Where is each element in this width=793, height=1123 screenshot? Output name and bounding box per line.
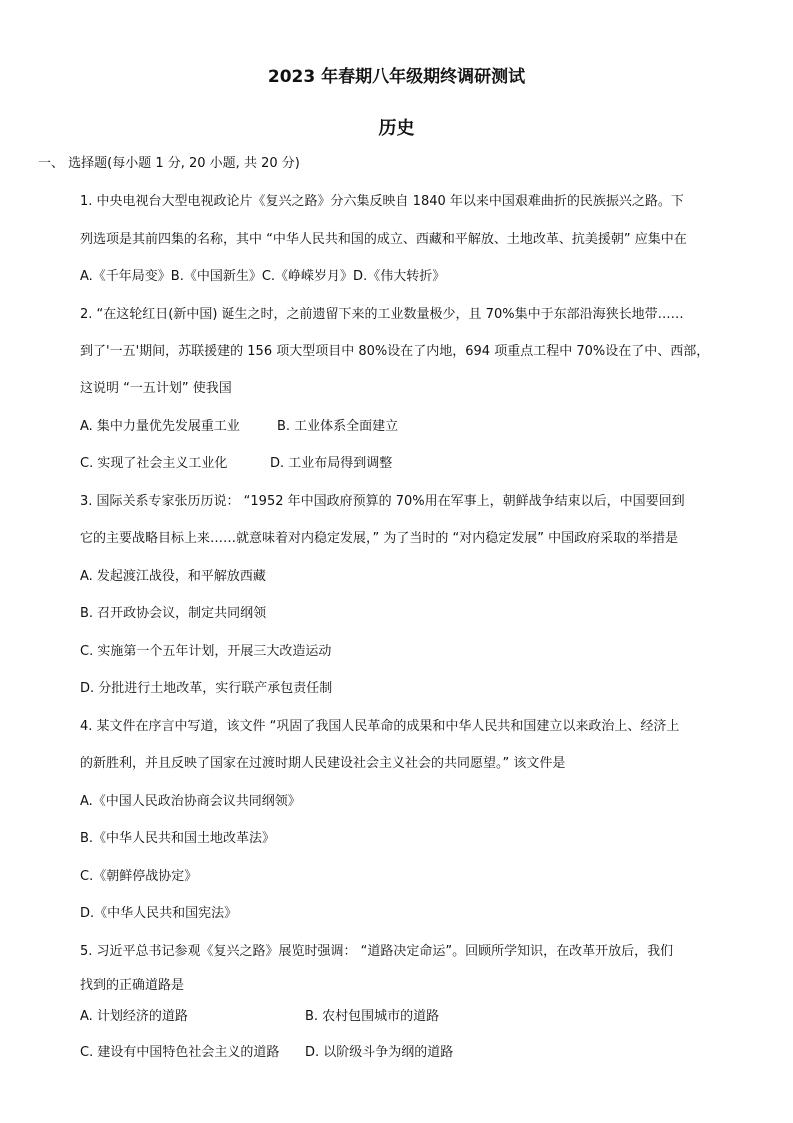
question-4-stem-line-2: 的新胜利，并且反映了国家在过渡时期人民建设社会主义社会的共同愿望。” 该文件是 — [80, 756, 566, 771]
question-2-option-d: D. 工业布局得到调整 — [270, 456, 393, 471]
question-4-option-d: D.《中华人民共和国宪法》 — [80, 906, 238, 921]
question-5-option-c: C. 建设有中国特色社会主义的道路 — [80, 1045, 280, 1060]
question-1-stem-line-1: 1. 中央电视台大型电视政论片《复兴之路》分六集反映自 1840 年以来中国艰难曲折的民族振兴之路。下 — [80, 194, 684, 209]
section-heading: 一、 选择题(每小题 1 分, 20 小题, 共 20 分) — [38, 156, 300, 171]
question-3-option-a: A. 发起渡江战役，和平解放西藏 — [80, 569, 266, 584]
question-2-stem-line-1: 2. “在这轮红日(新中国) 诞生之时，之前遗留下来的工业数量极少，且 70%集中于东部沿海狭长地带…… — [80, 307, 684, 322]
exam-title: 2023 年春期八年级期终调研测试 — [267, 67, 526, 87]
question-4-option-a: A.《中国人民政治协商会议共同纲领》 — [80, 794, 301, 809]
question-5-stem-line-1: 5. 习近平总书记参观《复兴之路》展览时强调： “道路决定命运”。回顾所学知识，在改革开放后，我们 — [80, 944, 674, 959]
question-4-stem-line-1: 4. 某文件在序言中写道，该文件 “巩固了我国人民革命的成果和中华人民共和国建立以来政治上、经济上 — [80, 719, 680, 734]
question-5-option-a: A. 计划经济的道路 — [80, 1009, 188, 1024]
question-2-option-c: C. 实现了社会主义工业化 — [80, 456, 228, 471]
question-1-options: A.《千年局变》B.《中国新生》C.《峥嵘岁月》D.《伟大转折》 — [80, 269, 446, 284]
question-4-option-c: C.《朝鲜停战协定》 — [80, 869, 198, 884]
question-3-stem-line-2: 它的主要战略目标上来……就意味着对内稳定发展，” 为了当时的 “对内稳定发展” 中国政府采取的举措是 — [80, 531, 679, 546]
question-2-stem-line-2: 到了'一五'期间，苏联援建的 156 项大型项目中 80%设在了内地，694 项重点工程中 70%设在了中、西部， — [80, 344, 710, 359]
question-3-option-c: C. 实施第一个五年计划，开展三大改造运动 — [80, 644, 332, 659]
question-2-stem-line-3: 这说明 “一五计划” 使我国 — [80, 381, 232, 396]
subject-title: 历史 — [378, 118, 415, 139]
question-5-option-b: B. 农村包围城市的道路 — [305, 1009, 440, 1024]
question-2-option-b: B. 工业体系全面建立 — [277, 419, 399, 434]
question-1-stem-line-2: 列选项是其前四集的名称，其中 “中华人民共和国的成立、西藏和平解放、土地改革、抗美援朝” 应集中在 — [80, 232, 687, 247]
question-3-option-b: B. 召开政协会议，制定共同纲领 — [80, 606, 267, 621]
question-2-option-a: A. 集中力量优先发展重工业 — [80, 419, 240, 434]
question-4-option-b: B.《中华人民共和国土地改革法》 — [80, 831, 276, 846]
question-5-option-d: D. 以阶级斗争为纲的道路 — [305, 1045, 454, 1060]
question-5-stem-line-2: 找到的正确道路是 — [80, 978, 185, 993]
question-3-option-d: D. 分批进行土地改革，实行联产承包责任制 — [80, 681, 333, 696]
question-3-stem-line-1: 3. 国际关系专家张历历说： “1952 年中国政府预算的 70%用在军事上，朝鲜战争结束以后，中国要回到 — [80, 494, 685, 509]
